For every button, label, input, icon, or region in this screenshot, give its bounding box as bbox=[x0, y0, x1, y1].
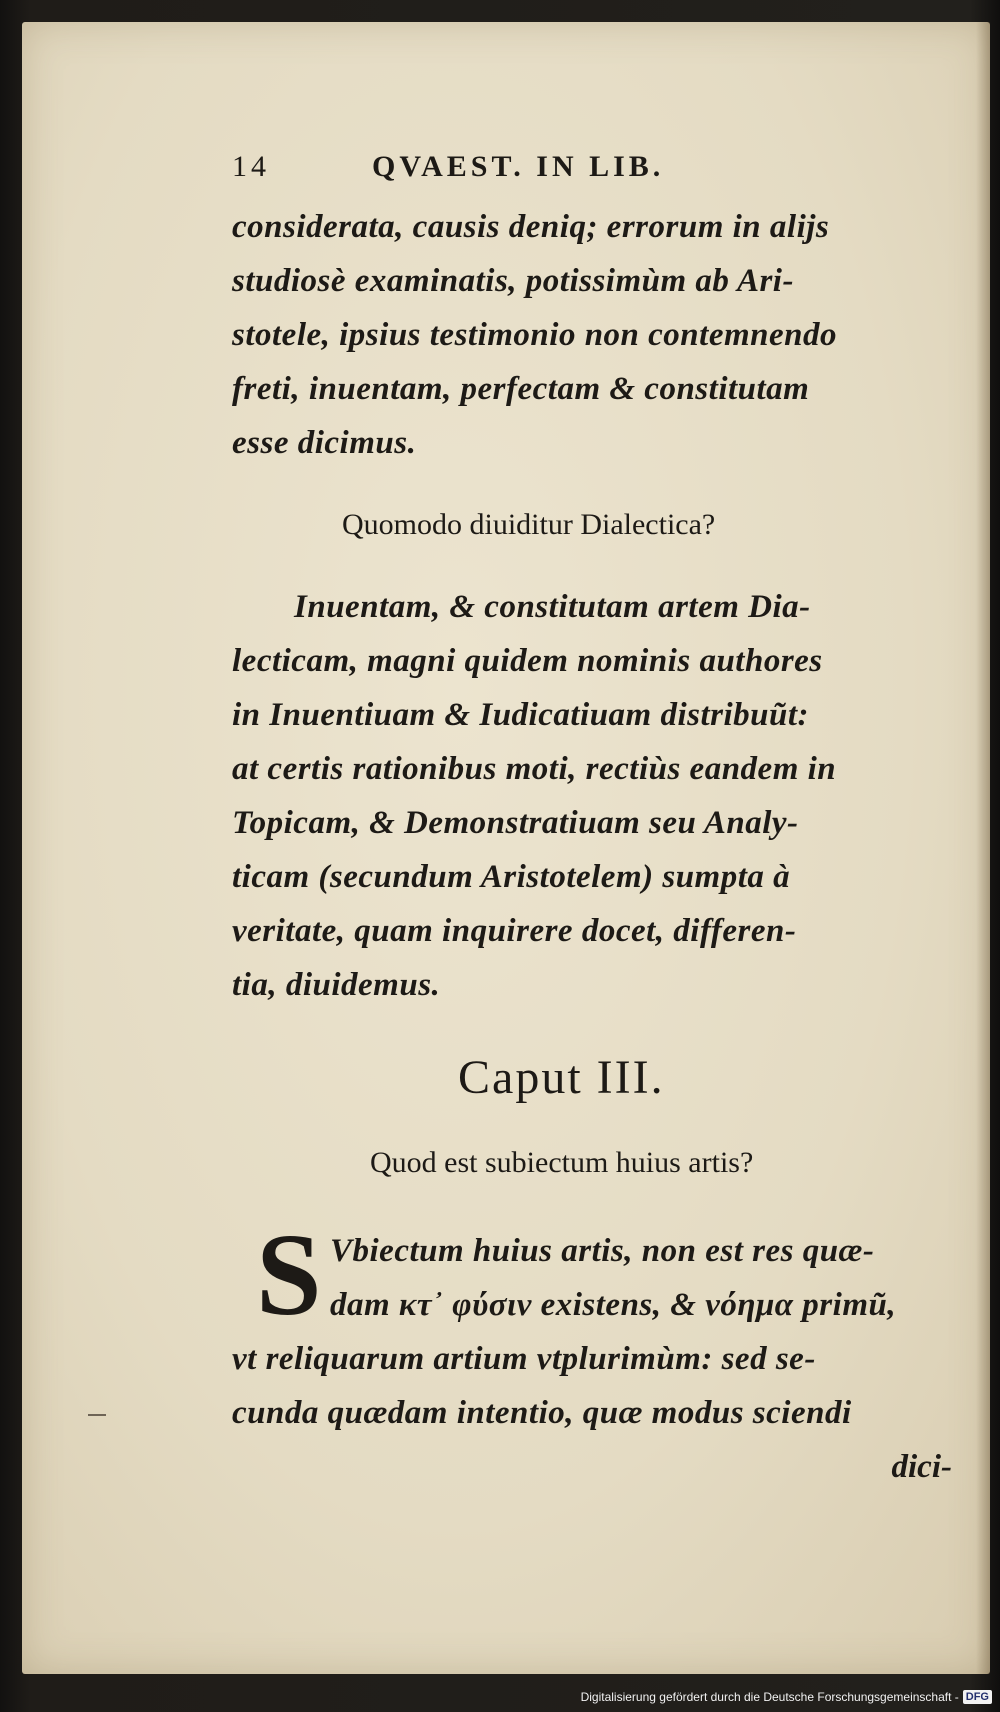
text-line: considerata, causis deniq; errorum in alijs bbox=[232, 209, 830, 245]
text-line: vt reliquarum artium vtplurimùm: sed se- bbox=[232, 1341, 816, 1377]
chapter-heading: Caput III. bbox=[458, 1051, 665, 1104]
text-line: veritate, quam inquirere docet, differen- bbox=[232, 913, 797, 949]
text-line: Vbiectum huius artis, non est res quæ- bbox=[330, 1233, 875, 1269]
running-head-title: QVAEST. IN LIB. bbox=[372, 150, 665, 183]
drop-cap-initial: S bbox=[256, 1209, 322, 1340]
text-line: studiosè examinatis, potissimùm ab Ari- bbox=[232, 263, 794, 299]
text-line: tia, diuidemus. bbox=[232, 967, 441, 1003]
text-line: lecticam, magni quidem nominis authores bbox=[232, 643, 823, 679]
question-heading-2: Quod est subiectum huius artis? bbox=[370, 1146, 754, 1179]
credit-text: Digitalisierung gefördert durch die Deutsche Forschungsgemeinschaft - bbox=[580, 1690, 959, 1704]
question-heading-1: Quomodo diuiditur Dialectica? bbox=[342, 508, 716, 541]
paragraph-2 bbox=[232, 580, 952, 1012]
text-line: stotele, ipsius testimonio non contemnendo bbox=[232, 317, 837, 353]
margin-mark bbox=[88, 1414, 106, 1416]
dfg-logo: DFG bbox=[963, 1690, 992, 1704]
text-line: esse dicimus. bbox=[232, 425, 417, 461]
catchword: dici- bbox=[891, 1449, 952, 1485]
text-line: freti, inuentam, perfectam & constitutam bbox=[232, 371, 810, 407]
page-edge-shadow bbox=[976, 22, 990, 1674]
text-line: at certis rationibus moti, rectiùs eandem in bbox=[232, 751, 837, 787]
running-head bbox=[232, 150, 952, 200]
text-line: dam κτ᾿ φύσιν existens, & νόημα primũ, bbox=[330, 1287, 897, 1323]
page-number: 14 bbox=[232, 150, 270, 183]
text-block bbox=[232, 150, 952, 1494]
paragraph-3 bbox=[232, 1209, 952, 1440]
text-line: in Inuentiuam & Iudicatiuam distribuũt: bbox=[232, 697, 810, 733]
text-line: Topicam, & Demonstratiuam seu Analy- bbox=[232, 805, 799, 841]
digitization-credit bbox=[581, 1686, 992, 1708]
text-line: Inuentam, & constitutam artem Dia- bbox=[294, 589, 811, 625]
paragraph-1 bbox=[232, 200, 952, 470]
text-line: cunda quædam intentio, quæ modus sciendi bbox=[232, 1395, 852, 1431]
text-line: ticam (secundum Aristotelem) sumpta à bbox=[232, 859, 791, 895]
